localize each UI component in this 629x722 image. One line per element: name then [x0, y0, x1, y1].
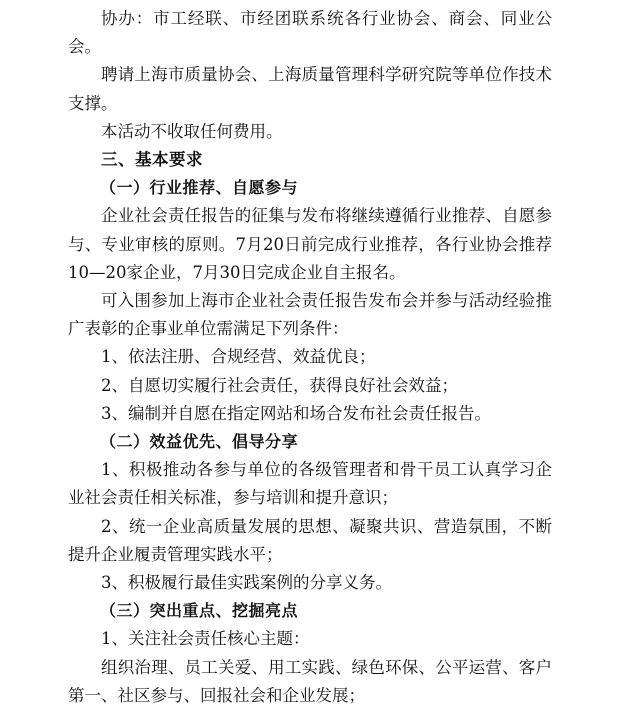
benefit-item-2: 2、统一企业高质量发展的思想、凝聚共识、营造氛围，不断提升企业履责管理实践水平； [68, 516, 552, 564]
subsection-title-highlights: （三）突出重点、挖掘亮点 [100, 601, 299, 621]
recommendation-paragraph: 企业社会责任报告的征集与发布将继续遵循行业推荐、自愿参与、专业审核的原则。7月20日前完成行业推荐，各行业协会推荐10—20家企业，7月30日完成企业自主报名。 [68, 206, 552, 282]
core-topics-list: 组织治理、员工关爱、用工实践、绿色环保、公平运营、客户第一、社区参与、回报社会和企业发展； [68, 657, 552, 705]
condition-item-2: 2、自愿切实履行社会责任，获得良好社会效益； [101, 375, 458, 395]
subsection-title-industry-recommendation: （一）行业推荐、自愿参与 [100, 178, 299, 198]
eligibility-paragraph: 可入围参加上海市企业社会责任报告发布会并参与活动经验推广表彰的企事业单位需满足下列条件： [68, 291, 552, 339]
core-topics-item-1: 1、关注社会责任核心主题： [101, 629, 310, 649]
free-of-charge-paragraph: 本活动不收取任何费用。 [101, 121, 283, 141]
technical-support-paragraph: 聘请上海市质量协会、上海质量管理科学研究院等单位作技术支撑。 [68, 65, 552, 113]
benefit-item-3: 3、积极履行最佳实践案例的分享义务。 [101, 573, 392, 593]
co-organizer-paragraph: 协办：市工经联、市经团联系统各行业协会、商会、同业公会。 [68, 9, 552, 57]
document-page [68, 5, 552, 710]
subsection-title-benefit-first: （二）效益优先、倡导分享 [100, 432, 299, 452]
condition-item-1: 1、依法注册、合规经营、效益优良； [101, 347, 376, 367]
section-title-basic-requirements: 三、基本要求 [101, 150, 203, 170]
benefit-item-1: 1、积极推动各参与单位的各级管理者和骨干员工认真学习企业社会责任相关标准，参与培训和提升意识； [68, 460, 552, 508]
condition-item-3: 3、编制并自愿在指定网站和场合发布社会责任报告。 [101, 403, 491, 423]
